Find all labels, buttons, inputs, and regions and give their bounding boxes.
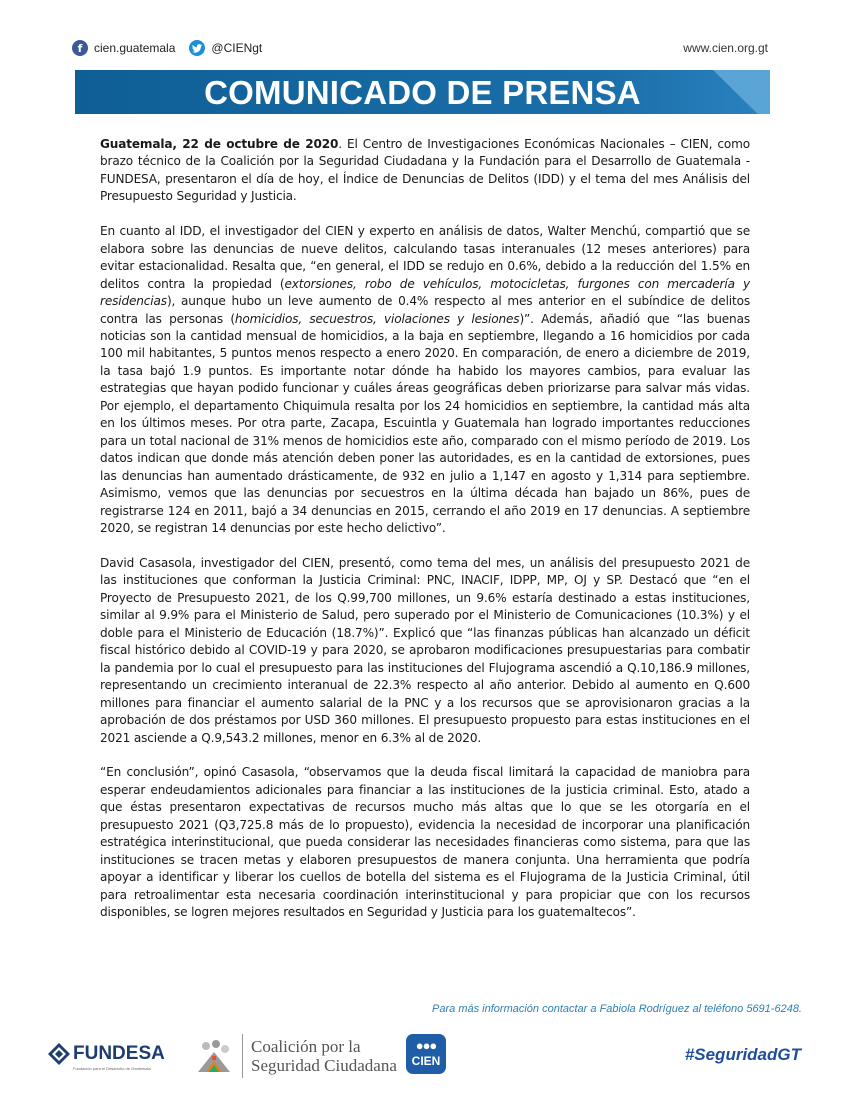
paragraph-intro [100,136,750,206]
fundesa-logo [47,1042,165,1071]
twitter-icon [189,40,205,56]
coalition-line-2: Seguridad Ciudadana [251,1056,397,1075]
coalition-name [251,1037,397,1075]
paragraph-idd-italic-a: extorsiones, robo de vehículos, motocicletas, furgones con mercadería y residencias [100,276,750,309]
press-release-banner [75,70,770,114]
social-links [72,40,276,56]
fundesa-tagline: Fundación para el Desarrollo de Guatemala [73,1066,151,1071]
paragraph-budget: David Casasola, investigador del CIEN, presentó, como tema del mes, un análisis del presupuesto 2021 de las instituciones que conforman la Justicia Criminal: PNC, INACIF, IDPP, MP, OJ y SP. Destacó que “en el Proyecto de Presupuesto 2021, de los Q.99,700 millones, un 9.6% estaría destinado a estas instituciones, similar al 9.9% para el Ministerio de Salud, pero superado por el Ministerio de Comunicaciones (10.3%) y el doble para el Ministerio de Educación (18.7%)”. Explicó que “las finanzas públicas han alcanzado un déficit fiscal histórico debido al COVID-19 y para 2020, se aprobaron modificaciones presupuestarias para combatir la pandemia por lo cual el presupuesto para las instituciones del Flujograma ascendió a Q.10,186.9 millones, representando un crecimiento interanual de 22.3% respecto al año anterior. Debido al aumento en Q.600 millones para financiar el aumento salarial de la PNC y a los recursos que se aprovisionaron gracias a la aprobación de dos préstamos por USD 360 millones. El presupuesto propuesto para estas instituciones en el 2021 asciende a Q.9,543.2 millones, menor en 6.3% al de 2020. [100,555,750,745]
facebook-link[interactable] [72,40,175,56]
facebook-handle: cien.guatemala [94,41,176,55]
coalition-line-1: Coalición por la [251,1037,361,1056]
website-link[interactable]: www.cien.org.gt [683,41,768,55]
paragraph-idd-part-c: ), aunque hubo un leve aumento de 0.4% respecto al mes anterior en el subíndice de delitos contra las personas ( [100,294,750,326]
paragraph-conclusion: “En conclusión”, opinó Casasola, “observamos que la deuda fiscal limitará la capacidad de maniobra para esperar endeudamientos adicionales para financiar a las instituciones de la justicia criminal. Esto, atado a que éstas presentaron expectativas de recursos mucho más altas que lo que se les otorgaría en el presupuesto 2021 (Q3,725.8 más de lo propuesto), evidencia la necesidad de incorporar una planificación estratégica interinstitucional, que pueda considerar las necesidades financieras como sistema, para que las instituciones se tracen metas y elaboren presupuestos de manera conjunta. Una herramienta que podría apoyar a identificar y liberar los cuellos de botella del sistema es el Flujograma de la Justicia Criminal, útil para retroalimentar esta necesaria coordinación interinstitucional y para propiciar que con los recursos disponibles, se logren mejores resultados en Seguridad y Justicia para los guatemaltecos”. [100,765,750,920]
dateline: Guatemala, 22 de octubre de 2020 [100,137,339,151]
twitter-link[interactable] [189,40,262,56]
coalition-divider [242,1034,243,1078]
fundesa-mark-icon [47,1042,71,1066]
press-release-body [100,136,750,939]
hashtag: #SeguridadGT [684,1045,801,1064]
page-title: COMUNICADO DE PRENSA [204,74,641,111]
paragraph-idd-part-a: En cuanto al IDD, el investigador del CIEN y experto en análisis de datos, Walter Menchú, compartió que se elabora sobre las denuncias de nueve delitos, calculando tasas interanuales (12 meses anteriores) para evitar estacionalidad. Resalta que, “en general, el IDD se redujo en 0.6%, debido a la reducción del 1.5% en delitos contra la propiedad ( [100,224,750,291]
paragraph-idd-part-e: )”. Además, añadió que “las buenas noticias son la cantidad mensual de homicidios, a la baja en septiembre, llegando a 16 homicidios por cada 100 mil habitantes, 5 puntos menos respecto a enero 2020. En comparación, de enero a diciembre de 2019, la tasa bajó 1.9 puntos. Es importante notar dónde ha habido los mayores cambios, para evaluar las estrategias que hayan podido funcionar y cuáles áreas geográficas deben priorizarse para salvar más vidas. Por ejemplo, el departamento Chiquimula resalta por los 24 homicidios en septiembre, la cantidad más alta en los últimos meses. Por otra parte, Zacapa, Escuintla y Guatemala han logrado importantes reducciones para un total nacional de 31% menos de homicidios este año, comparado con el mismo período de 2019. Los datos indican que donde más atención deben poner las autoridades, es en la cantidad de extorsiones, pues las denuncias han aumentado drásticamente, de 932 en julio a 1,147 en agosto y 1,314 para septiembre. Asimismo, vemos que las denuncias por secuestros en la última década han bajado un 86%, pues de registrarse 124 en 2011, bajó a 34 denuncias en 2015, cerrando el año 2019 en 17 denuncias. A septiembre 2020, se registran 14 denuncias por este hecho delictivo”. [100,311,750,536]
paragraph-idd [100,223,750,537]
coalition-logo [192,1034,397,1078]
facebook-icon: f [72,40,88,56]
cien-dots: ●●● [415,1038,437,1053]
coalition-emblem-icon [192,1034,236,1078]
contact-note: Para más información contactar a Fabiola Rodríguez al teléfono 5691-6248. [432,1003,802,1015]
paragraph-idd-italic-b: homicidios, secuestros, violaciones y lesiones [234,311,520,326]
fundesa-name: FUNDESA [73,1043,165,1064]
twitter-handle: @CIENgt [211,41,263,55]
cien-label: CIEN [411,1054,441,1068]
footer-logos [0,1028,850,1088]
cien-logo [406,1034,446,1074]
paragraph-intro-text: . El Centro de Investigaciones Económicas Nacionales – CIEN, como brazo técnico de la Coalición por la Seguridad Ciudadana y la Fundación para el Desarrollo de Guatemala - FUNDESA, presentaron el día de hoy, el Índice de Denuncias de Delitos (IDD) y el tema del mes Análisis del Presupuesto Seguridad y Justicia. [100,137,750,204]
